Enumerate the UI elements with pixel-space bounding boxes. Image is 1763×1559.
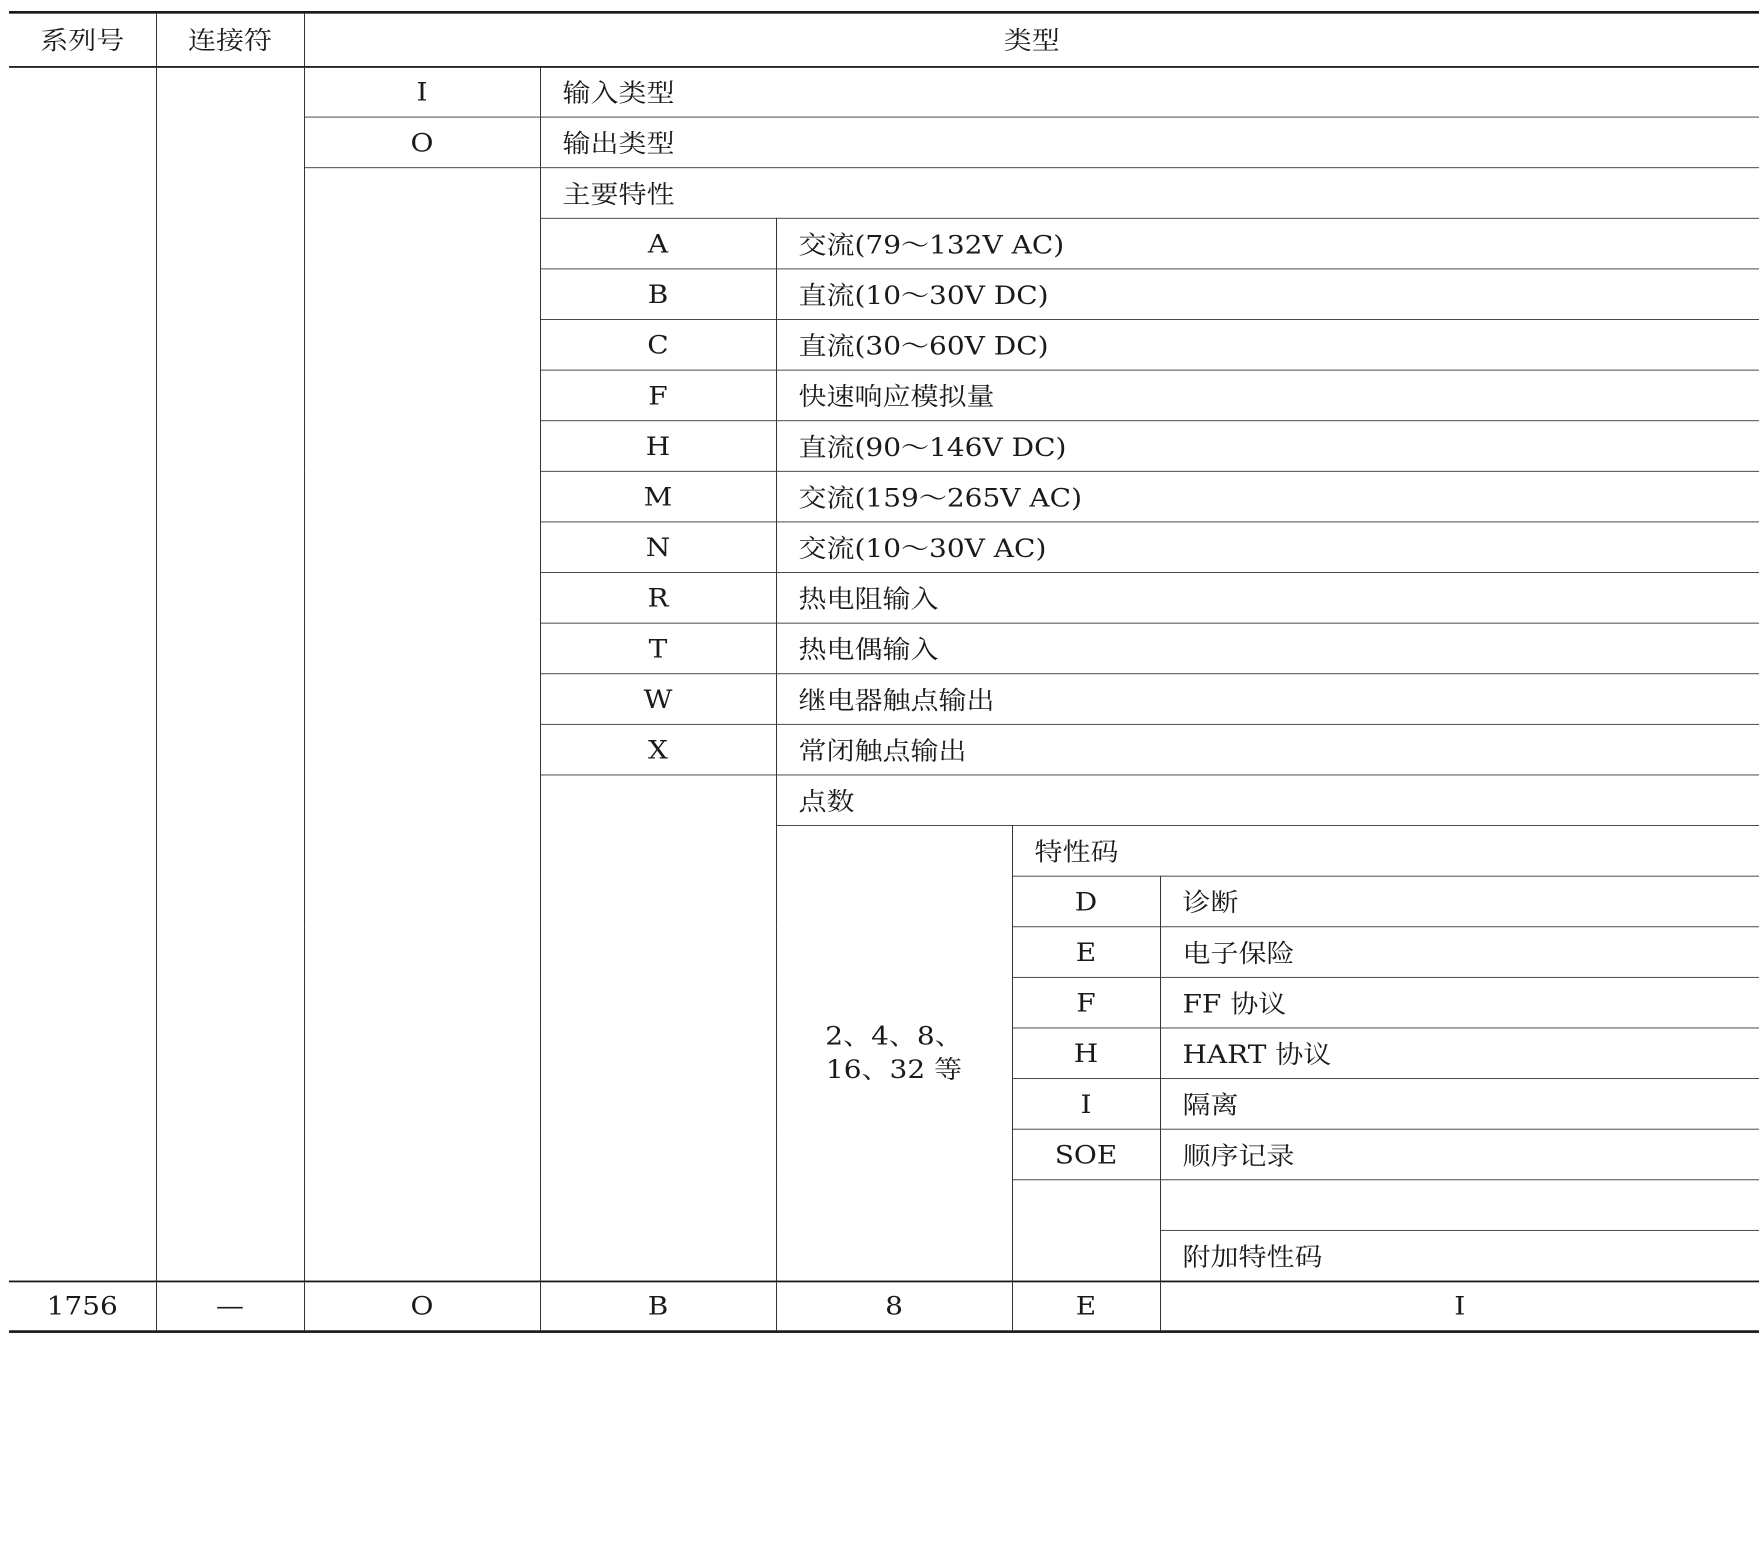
main-feature-desc: 直流(30～60V DC) [776,320,1759,371]
main-feature-code: C [540,320,776,371]
main-feature-desc: 继电器触点输出 [776,674,1759,725]
main-feature-code: M [540,471,776,522]
example-points: 8 [776,1281,1012,1332]
header-connector: 连接符 [156,12,304,66]
example-connector: — [156,1281,304,1332]
main-feature-code: R [540,573,776,624]
type-code: I [304,66,540,117]
main-feature-desc: 直流(90～146V DC) [776,421,1759,472]
header-series: 系列号 [9,12,156,66]
points-values-line1: 2、4、8、 [825,1021,963,1051]
feature-code: H [1012,1028,1160,1079]
feature-code: F [1012,977,1160,1028]
main-feature-code: W [540,674,776,725]
type-desc: 输出类型 [540,117,1759,168]
header-row [9,12,1759,66]
points-values [776,826,1012,1281]
feature-desc: 诊断 [1160,876,1759,927]
main-feature-desc: 交流(159～265V AC) [776,471,1759,522]
main-feature-desc: 快速响应模拟量 [776,370,1759,421]
feature-code-blank-cell [1012,1180,1160,1281]
feature-desc: 顺序记录 [1160,1129,1759,1180]
main-feature-blank-cell [540,775,776,1281]
additional-code-title: 附加特性码 [1160,1230,1759,1281]
main-feature-title: 主要特性 [540,168,1759,219]
main-feature-desc: 交流(79～132V AC) [776,218,1759,269]
main-feature-desc: 交流(10～30V AC) [776,522,1759,573]
main-feature-desc: 热电阻输入 [776,573,1759,624]
type-desc: 输入类型 [540,66,1759,117]
points-values-line2: 16、32 等 [825,1054,963,1085]
main-feature-desc: 直流(10～30V DC) [776,269,1759,320]
main-feature-code: B [540,269,776,320]
header-type: 类型 [304,12,1759,66]
main-feature-code: N [540,522,776,573]
additional-code-blank [1160,1180,1759,1231]
main-feature-desc: 热电偶输入 [776,623,1759,674]
feature-desc: 隔离 [1160,1079,1759,1130]
feature-code: E [1012,927,1160,978]
code-table-container [9,11,1759,1381]
feature-code: SOE [1012,1129,1160,1180]
main-feature-code: H [540,421,776,472]
feature-code: I [1012,1079,1160,1130]
example-series: 1756 [9,1281,156,1332]
example-additional-code: I [1160,1281,1759,1332]
main-feature-code: F [540,370,776,421]
series-blank-cell [9,66,156,1281]
main-feature-code: T [540,623,776,674]
feature-code-title: 特性码 [1012,826,1759,877]
example-feature-code: E [1012,1281,1160,1332]
feature-code: D [1012,876,1160,927]
main-feature-desc: 常闭触点输出 [776,724,1759,775]
main-feature-code: A [540,218,776,269]
table-row [9,66,1759,117]
connector-blank-cell [156,66,304,1281]
main-feature-code: X [540,724,776,775]
example-type: O [304,1281,540,1332]
model-code-table [9,11,1759,1333]
example-main-feature: B [540,1281,776,1332]
type-code: O [304,117,540,168]
type-blank-cell [304,168,540,1281]
feature-desc: HART 协议 [1160,1028,1759,1079]
points-title: 点数 [776,775,1759,826]
feature-desc: 电子保险 [1160,927,1759,978]
feature-desc: FF 协议 [1160,977,1759,1028]
example-row [9,1281,1759,1332]
